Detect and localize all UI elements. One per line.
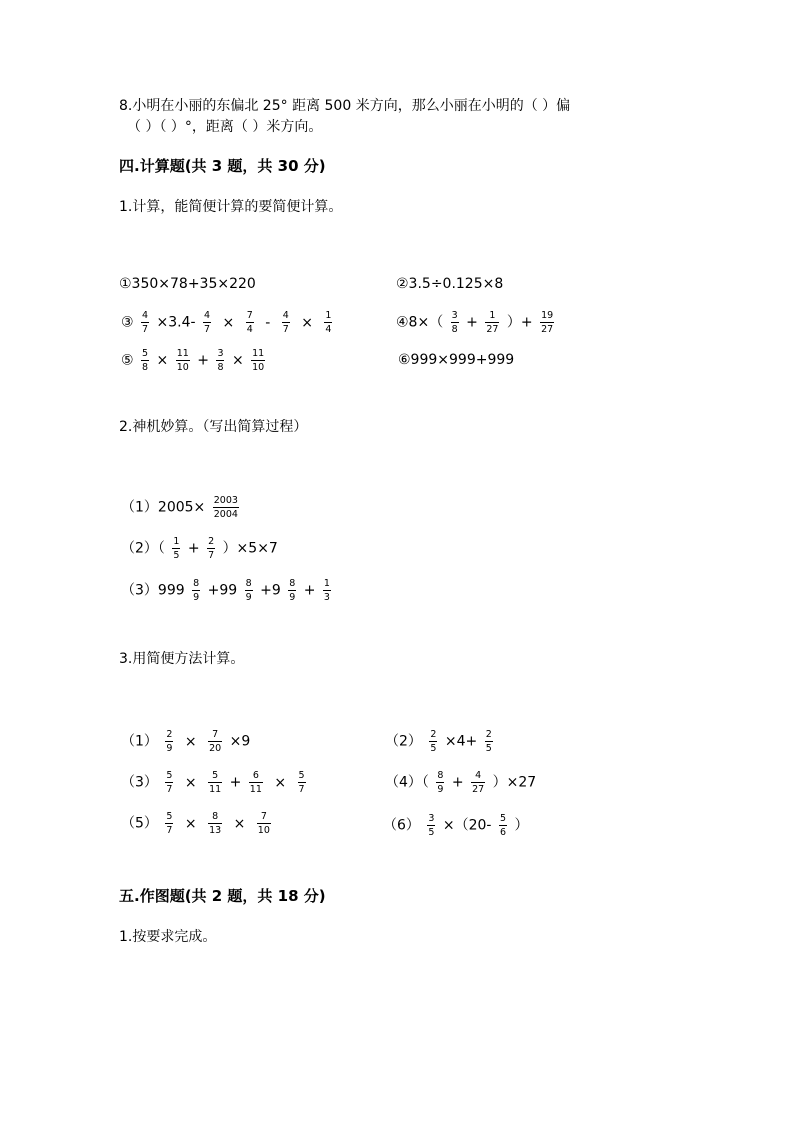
fraction: $\frac{2003}{2004}$ — [213, 495, 238, 520]
fraction: $\frac{1}{4}$ — [325, 310, 332, 335]
fraction: $\frac{8}{9}$ — [193, 578, 200, 603]
expr-label: （1）2005× — [121, 499, 206, 516]
expr-operator: × — [222, 314, 235, 331]
expr-1-4 — [396, 310, 557, 335]
fraction: $\frac{2}{5}$ — [485, 729, 492, 754]
expr-operator: +9 — [260, 582, 281, 599]
fraction: $\frac{2}{7}$ — [208, 536, 215, 561]
fraction: $\frac{5}{7}$ — [166, 811, 173, 836]
sec5-q1-title: 1.按要求完成。 — [119, 929, 217, 945]
expr-operator: +99 — [207, 582, 238, 599]
q8-line2: （ ）（ ）°，距离（ ）米方向。 — [127, 119, 323, 135]
fraction: $\frac{11}{10}$ — [176, 348, 189, 373]
expr-operator: + — [466, 314, 478, 331]
fraction: $\frac{2}{9}$ — [166, 729, 173, 754]
expr-label: （1） — [121, 733, 158, 750]
expr-operator: ）+ — [506, 314, 533, 331]
fraction: $\frac{5}{8}$ — [142, 348, 149, 373]
expr-2-1 — [121, 495, 242, 520]
expr-operator: ）×5×7 — [222, 540, 278, 557]
expr-3-1 — [121, 729, 250, 754]
fraction: $\frac{8}{9}$ — [289, 578, 296, 603]
expr-label: （5） — [121, 815, 158, 832]
fraction: $\frac{8}{13}$ — [209, 811, 222, 836]
expr-operator: × — [156, 352, 169, 369]
expr-operator: + — [187, 540, 200, 557]
expr-label: （4）（ — [385, 774, 429, 791]
expr-operator: - — [265, 314, 271, 331]
expr-label: （2） — [385, 733, 422, 750]
expr-operator: + — [451, 774, 464, 791]
expr-label: ③ — [121, 314, 134, 331]
expr-2-3 — [121, 578, 334, 603]
expr-1-1: ①350×78+35×220 — [119, 276, 256, 292]
expr-operator: ×（20- — [442, 817, 492, 834]
fraction: $\frac{4}{27}$ — [472, 770, 485, 795]
expr-3-5 — [121, 811, 274, 836]
expr-operator: × — [184, 774, 197, 791]
fraction: $\frac{4}{7}$ — [204, 310, 211, 335]
expr-1-6: ⑥999×999+999 — [398, 352, 515, 368]
fraction: $\frac{11}{10}$ — [252, 348, 265, 373]
fraction: $\frac{5}{6}$ — [499, 813, 506, 838]
expr-label: ⑤ — [121, 352, 134, 369]
fraction: $\frac{1}{27}$ — [486, 310, 499, 335]
fraction: $\frac{19}{27}$ — [541, 310, 554, 335]
expr-label: （2）（ — [121, 540, 165, 557]
expr-operator: ）×27 — [492, 774, 537, 791]
fraction: $\frac{7}{4}$ — [246, 310, 253, 335]
expr-1-2: ②3.5÷0.125×8 — [396, 276, 504, 292]
sec4-q2-title: 2.神机妙算。（写出简算过程） — [119, 419, 308, 435]
expr-label: ④8×（ — [396, 314, 444, 331]
expr-operator: + — [229, 774, 242, 791]
fraction: $\frac{4}{7}$ — [142, 310, 149, 335]
expr-operator: × — [233, 815, 246, 832]
expr-3-2 — [385, 729, 496, 754]
expr-operator: × — [184, 815, 197, 832]
fraction: $\frac{1}{5}$ — [173, 536, 180, 561]
fraction: $\frac{5}{7}$ — [298, 770, 305, 795]
fraction: $\frac{6}{11}$ — [249, 770, 262, 795]
expr-label: （6） — [383, 817, 420, 834]
fraction: $\frac{7}{20}$ — [209, 729, 222, 754]
fraction: $\frac{5}{7}$ — [166, 770, 173, 795]
expr-3-3 — [121, 770, 309, 795]
expr-operator: × — [231, 352, 244, 369]
expr-operator: × — [184, 733, 197, 750]
fraction: $\frac{2}{5}$ — [430, 729, 437, 754]
expr-operator: ×9 — [229, 733, 251, 750]
sec4-q1-title: 1.计算，能简便计算的要简便计算。 — [119, 199, 343, 215]
expr-operator: + — [303, 582, 316, 599]
expr-3-6 — [383, 813, 528, 838]
fraction: $\frac{3}{8}$ — [217, 348, 224, 373]
expr-label: （3） — [121, 774, 158, 791]
expr-operator: × — [274, 774, 287, 791]
expr-operator: × — [301, 314, 313, 331]
fraction: $\frac{5}{11}$ — [209, 770, 222, 795]
expr-2-2 — [121, 536, 278, 561]
fraction: $\frac{4}{7}$ — [282, 310, 289, 335]
expr-operator: ） — [514, 817, 529, 834]
fraction: $\frac{8}{9}$ — [245, 578, 252, 603]
expr-operator: ×3.4- — [156, 314, 196, 331]
fraction: $\frac{3}{5}$ — [428, 813, 435, 838]
expr-label: （3）999 — [121, 582, 185, 599]
fraction: $\frac{1}{3}$ — [323, 578, 330, 603]
sec4-q3-title: 3.用简便方法计算。 — [119, 651, 245, 667]
fraction: $\frac{8}{9}$ — [437, 770, 444, 795]
expr-operator: ×4+ — [444, 733, 478, 750]
expr-1-3 — [121, 310, 335, 335]
fraction: $\frac{3}{8}$ — [451, 310, 458, 335]
expr-1-5 — [121, 348, 268, 373]
fraction: $\frac{7}{10}$ — [257, 811, 270, 836]
section-5-title: 五.作图题(共 2 题，共 18 分) — [119, 887, 326, 905]
q8-line1: 8.小明在小丽的东偏北 25° 距离 500 米方向，那么小丽在小明的（ ）偏 — [119, 98, 571, 114]
section-4-title: 四.计算题(共 3 题，共 30 分) — [119, 157, 326, 175]
expr-3-4 — [385, 770, 536, 795]
expr-operator: + — [197, 352, 209, 369]
